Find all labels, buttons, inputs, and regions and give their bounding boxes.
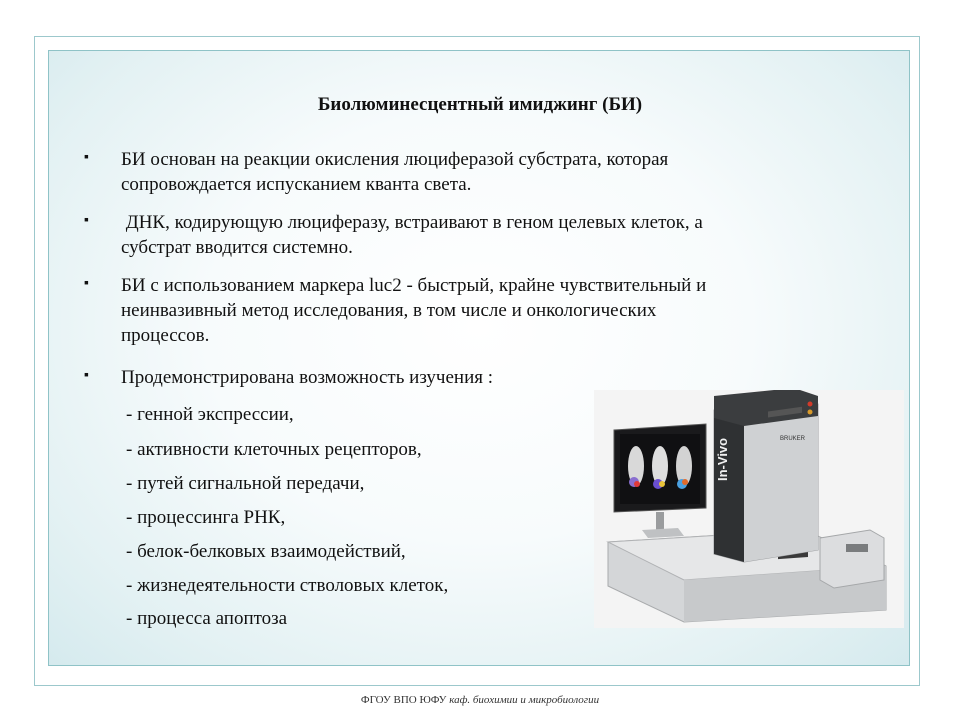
- subitem: - генной экспрессии,: [126, 404, 294, 425]
- imaging-device-photo: [594, 390, 904, 628]
- bullet-line: процессов.: [121, 325, 210, 346]
- bullet-marker: ▪: [84, 150, 89, 165]
- subitem: - жизнедеятельности стволовых клеток,: [126, 575, 449, 596]
- bullet-marker: ▪: [84, 213, 89, 228]
- bullet-marker: ▪: [84, 368, 89, 383]
- bullet-line: субстрат вводится системно.: [121, 237, 353, 258]
- slide-footer: [0, 694, 960, 706]
- footer-org: ФГОУ ВПО ЮФУ: [360, 694, 447, 706]
- device-model-label: In-Vivo: [715, 437, 730, 481]
- bullet-line: сопровождается испусканием кванта света.: [121, 174, 472, 195]
- bullet-line: БИ с использованием маркера luc2 - быстрый, крайне чувствительный и: [121, 275, 707, 296]
- bullet-line: неинвазивный метод исследования, в том числе и онкологических: [121, 300, 657, 321]
- bullet-line: ДНК, кодирующую люциферазу, встраивают в геном целевых клеток, а: [121, 212, 703, 233]
- bullet-marker: ▪: [84, 276, 89, 291]
- subitem: - путей сигнальной передачи,: [126, 473, 365, 494]
- subitem: - процесса апоптоза: [126, 608, 288, 629]
- imaging-device-illustration: [594, 390, 904, 628]
- bullet-line: Продемонстрирована возможность изучения :: [121, 367, 494, 388]
- footer-dept: каф. биохимии и микробиологии: [449, 694, 600, 706]
- subitem: - белок-белковых взаимодействий,: [126, 541, 406, 562]
- brand-label: BRUKER: [780, 436, 806, 442]
- subitem: - активности клеточных рецепторов,: [126, 439, 422, 460]
- subitem: - процессинга РНК,: [126, 507, 286, 528]
- slide-title: Биолюминесцентный имиджинг (БИ): [317, 94, 643, 115]
- bullet-line: БИ основан на реакции окисления люциферазой субстрата, которая: [121, 149, 669, 170]
